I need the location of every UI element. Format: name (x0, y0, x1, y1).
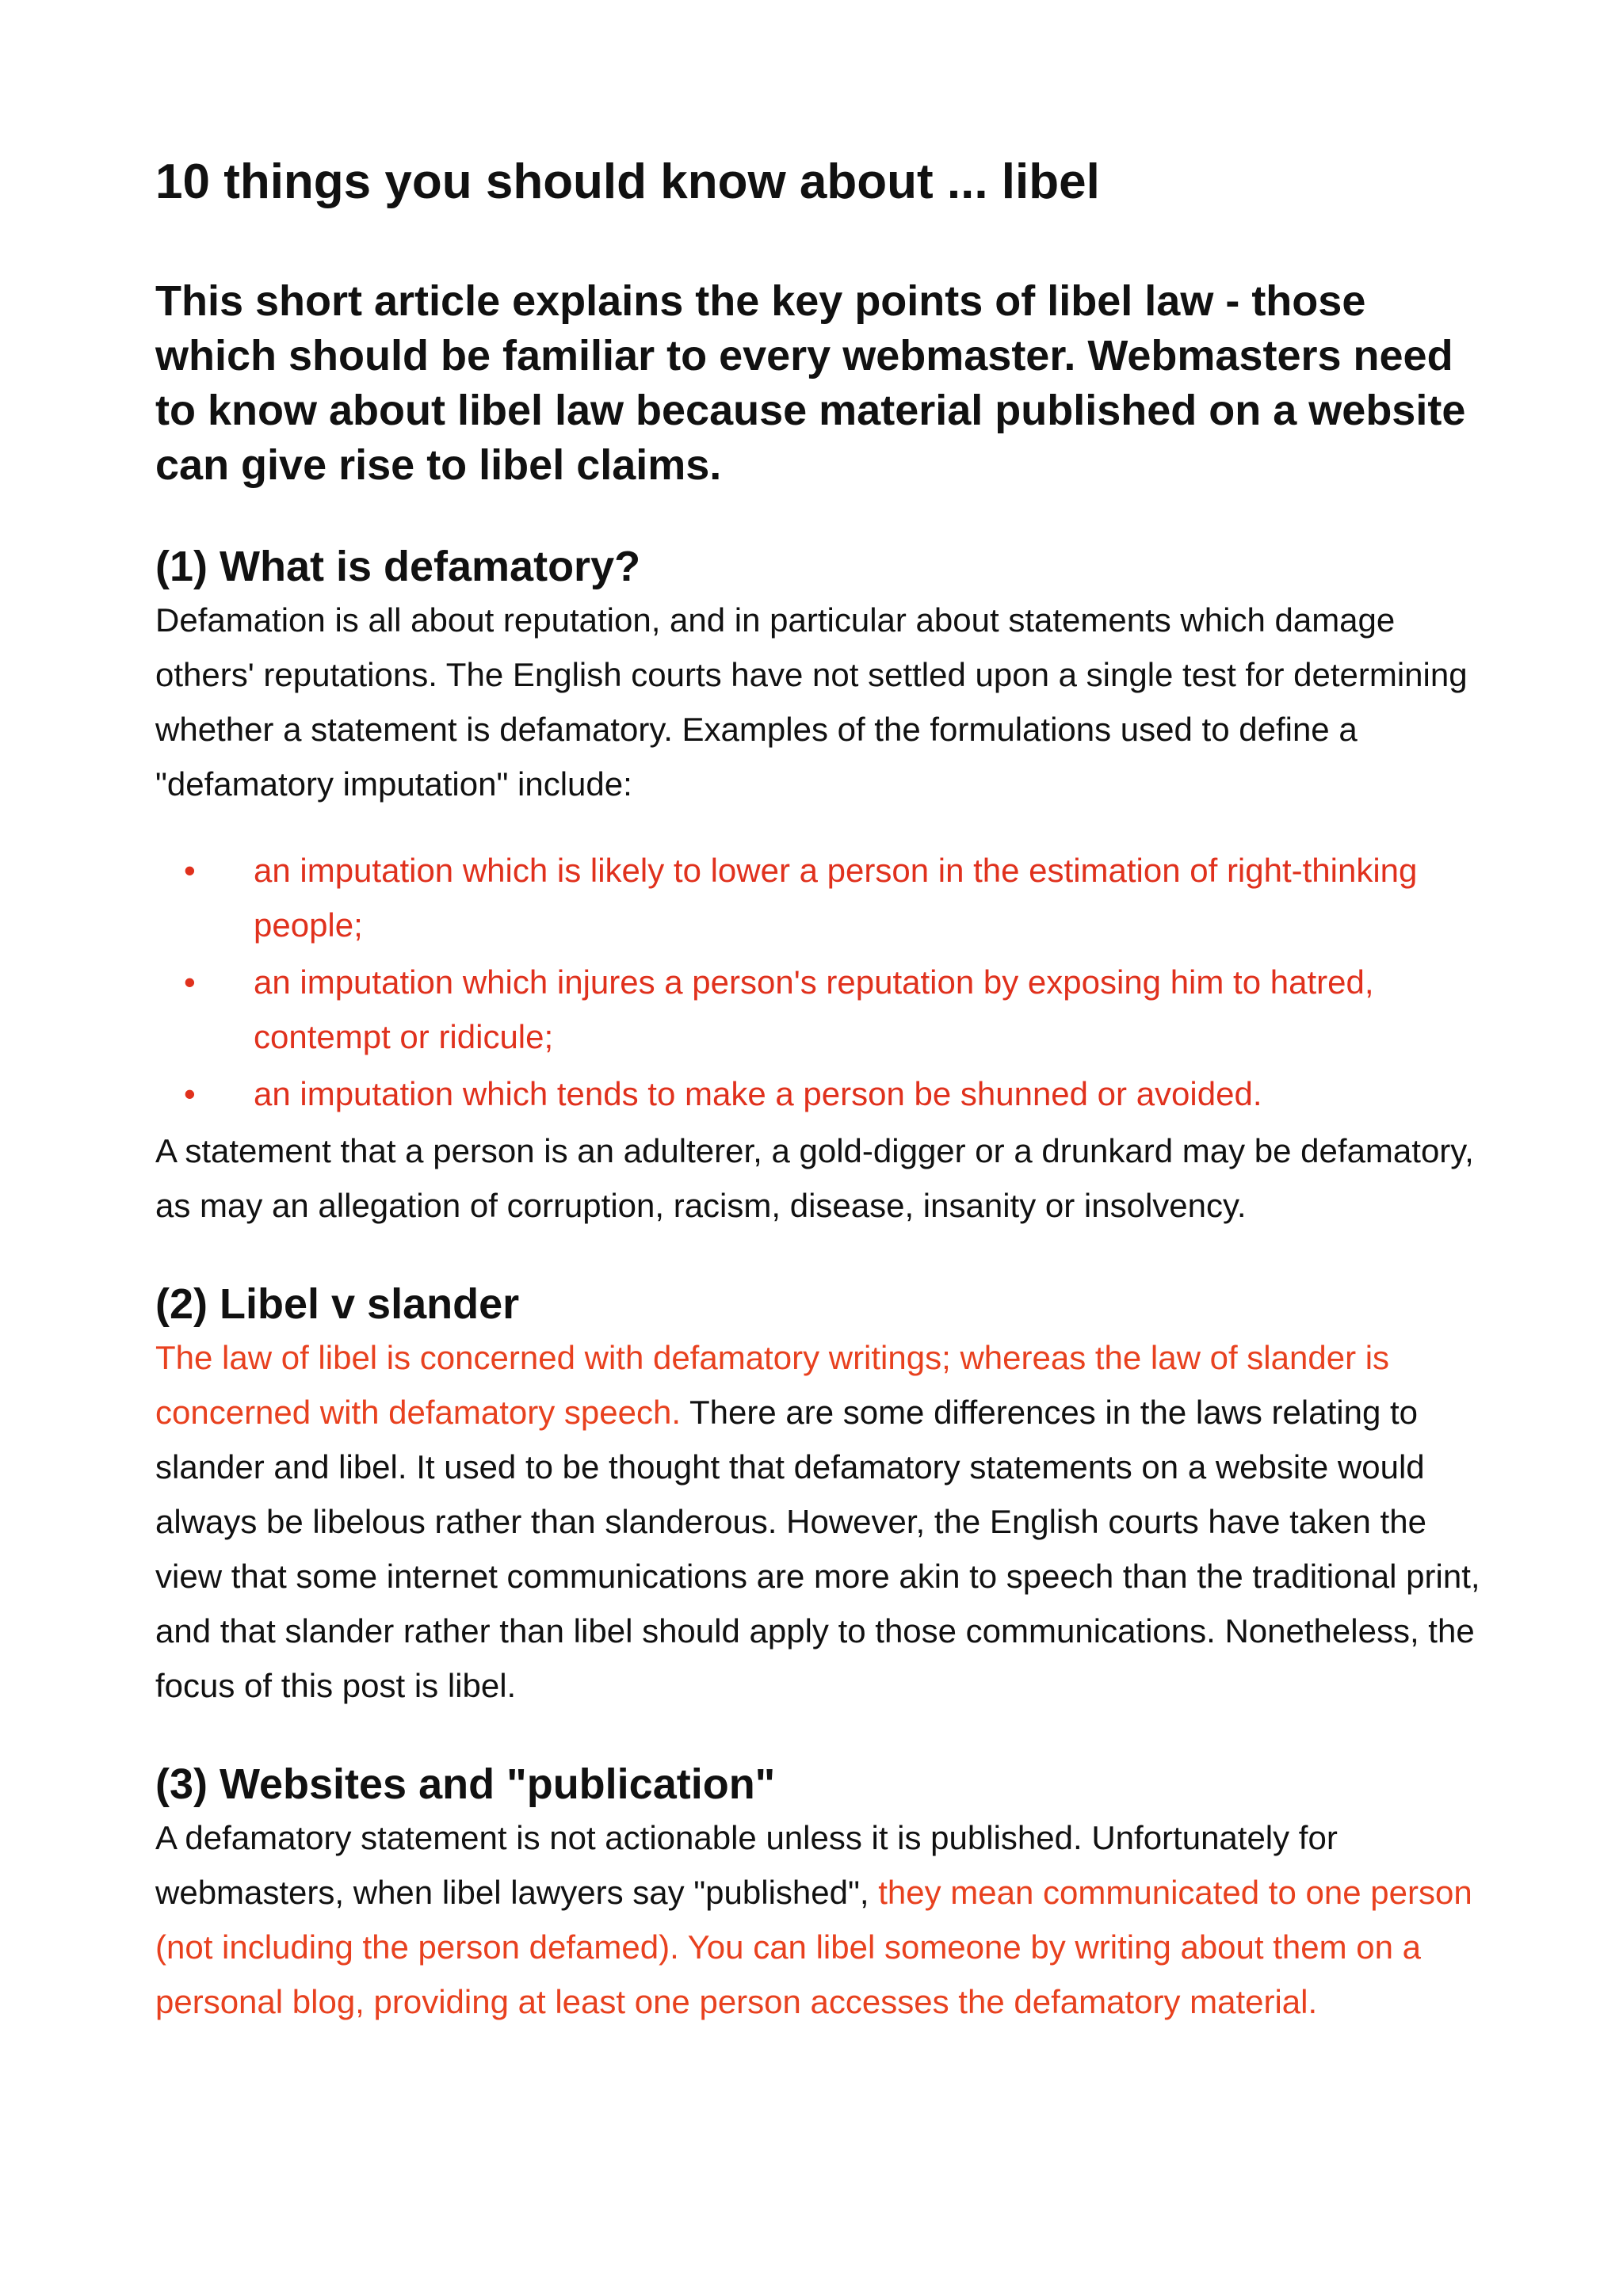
list-item: • an imputation which injures a person's reputation by exposing him to hatred, contempt or ridicule; (155, 955, 1487, 1064)
article-lead: This short article explains the key points of libel law - those which should be familiar to every webmaster. Webmasters need to know about libel law because material published on a website can give rise to libel claims. (155, 277, 1466, 489)
list-item: • an imputation which is likely to lower a person in the estimation of right-thinking people; (155, 843, 1487, 952)
highlighted-text: they mean communicated to one person (not including the person defamed). You can libel someone by writing about them on a personal blog, providing at least one person accesses the defamatory material. (155, 1874, 1472, 2020)
section-heading: (3) Websites and "publication" (155, 1760, 776, 1808)
body-text: There are some differences in the laws relating to slander and libel. It used to be thought that defamatory statements on a website would always be libelous rather than slanderous. However, the English courts have taken the view that some internet communications are more akin to speech than the traditional print, and that slander rather than libel should apply to those communications. Nonetheless, the focus of this post is libel. (155, 1394, 1480, 1704)
article (155, 151, 1487, 2029)
section-libel-v-slander (155, 1278, 1487, 1713)
bullet-icon: • (184, 1075, 196, 1112)
section-body (155, 1330, 1487, 1713)
highlighted-text: The law of libel is concerned with defamatory writings; whereas the law of slander is concerned with defamatory speech. (155, 1339, 1390, 1431)
list-item: • an imputation which tends to make a person be shunned or avoided. (155, 1066, 1487, 1121)
section-body (155, 1810, 1487, 2029)
section-outro: A statement that a person is an adulterer, a gold-digger or a drunkard may be defamatory, as may an allegation of corruption, racism, disease, insanity or insolvency. (155, 1132, 1474, 1224)
section-intro: Defamation is all about reputation, and in particular about statements which damage others' reputations. The English courts have not settled upon a single test for determining whether a statement is defamatory. Examples of the formulations used to define a "defamatory imputation" include: (155, 601, 1468, 803)
body-text: A defamatory statement is not actionable unless it is published. Unfortunately for webmasters, when libel lawyers say "published", (155, 1819, 1338, 1911)
section-heading: (2) Libel v slander (155, 1280, 520, 1328)
page-title: 10 things you should know about ... libel (155, 154, 1100, 209)
bullet-icon: • (184, 963, 196, 1001)
section-heading: (1) What is defamatory? (155, 543, 641, 590)
bullet-icon: • (184, 852, 196, 889)
section-what-is-defamatory (155, 540, 1487, 1233)
section-websites-publication (155, 1758, 1487, 2029)
imputation-list (155, 843, 1487, 1121)
